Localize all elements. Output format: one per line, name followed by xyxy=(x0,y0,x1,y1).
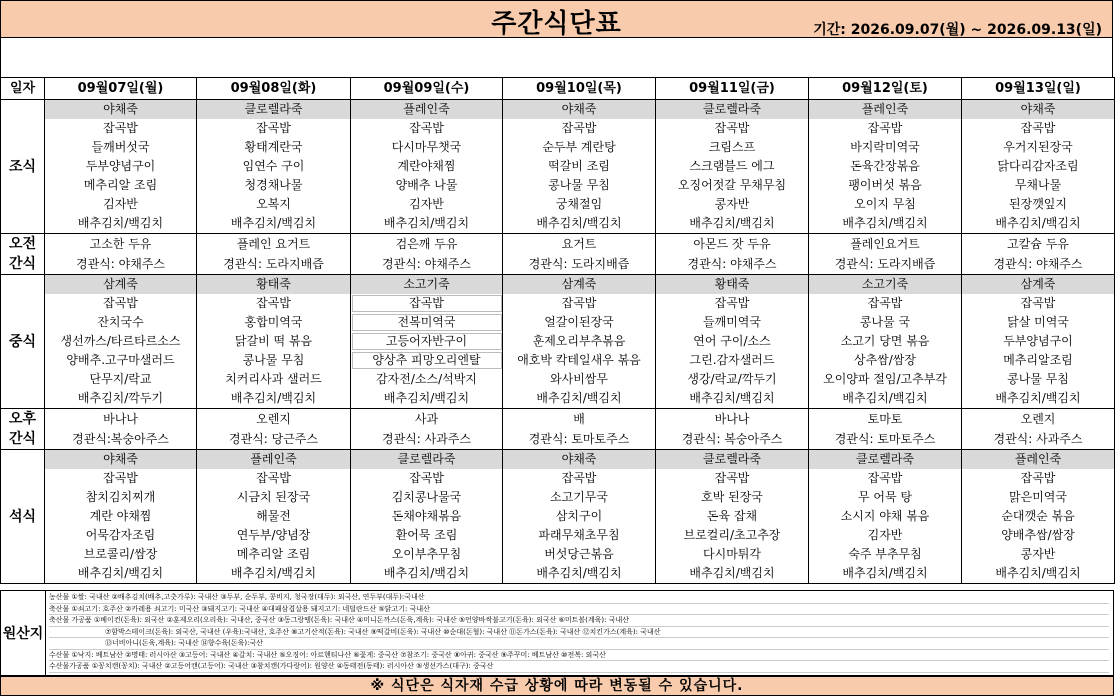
menu-cell: 오렌지 xyxy=(962,409,1115,430)
menu-cell: 잡곡밥 xyxy=(503,469,656,488)
menu-cell: 경관식: 도라지배즙 xyxy=(809,254,962,275)
menu-cell: 맑은미역국 xyxy=(962,488,1115,507)
menu-row xyxy=(1,332,1115,351)
menu-row xyxy=(1,157,1115,176)
menu-cell: 잡곡밥 xyxy=(45,469,197,488)
menu-row xyxy=(1,214,1115,234)
menu-cell: 경관식: 야채주스 xyxy=(45,254,197,275)
menu-cell: 잡곡밥 xyxy=(351,119,503,138)
meal-label: 석식 xyxy=(1,450,45,584)
menu-cell: 배추김치/백김치 xyxy=(503,389,656,409)
menu-cell: 잡곡밥 xyxy=(656,469,809,488)
menu-cell: 경관식: 도라지배즙 xyxy=(503,254,656,275)
porridge-row xyxy=(1,275,1115,295)
menu-cell: 참치김치찌개 xyxy=(45,488,197,507)
menu-cell: 와사비쌈무 xyxy=(503,370,656,389)
menu-cell: 배추김치/백김치 xyxy=(45,564,197,584)
menu-cell: 잡곡밥 xyxy=(809,294,962,313)
menu-cell: 양배추 나물 xyxy=(351,176,503,195)
menu-cell: 오복지 xyxy=(197,195,351,214)
menu-cell: 얼갈이된장국 xyxy=(503,313,656,332)
menu-cell: 배추김치/백김치 xyxy=(503,214,656,234)
menu-row xyxy=(1,409,1115,430)
porridge-cell: 야채죽 xyxy=(45,100,197,120)
menu-cell: 배추김치/백김치 xyxy=(197,389,351,409)
menu-cell: 들깨버섯국 xyxy=(45,138,197,157)
date-header-label: 일자 xyxy=(1,78,45,100)
menu-cell: 삼치구이 xyxy=(503,507,656,526)
day-header: 09월08일(화) xyxy=(197,78,351,100)
menu-cell: 잡곡밥 xyxy=(656,294,809,313)
menu-cell: 오징어젓갈 무채무침 xyxy=(656,176,809,195)
menu-cell: 메추리알 조림 xyxy=(45,176,197,195)
menu-cell: 사과 xyxy=(351,409,503,430)
menu-cell: 배추김치/백김치 xyxy=(351,214,503,234)
porridge-cell: 클로렐라죽 xyxy=(656,450,809,470)
menu-cell: 배추김치/백김치 xyxy=(197,214,351,234)
menu-cell: 플레인 요거트 xyxy=(197,234,351,255)
day-header: 09월13일(일) xyxy=(962,78,1115,100)
menu-cell: 훈제오리부추볶음 xyxy=(503,332,656,351)
menu-cell: 잡곡밥 xyxy=(503,119,656,138)
menu-cell: 잔치국수 xyxy=(45,313,197,332)
menu-cell: 소시지 야채 볶음 xyxy=(809,507,962,526)
meal-label: 조식 xyxy=(1,100,45,234)
menu-cell: 순대깻순 볶음 xyxy=(962,507,1115,526)
menu-row xyxy=(1,545,1115,564)
menu-cell: 청경채나물 xyxy=(197,176,351,195)
porridge-cell: 삼계죽 xyxy=(962,275,1115,295)
day-header: 09월11일(금) xyxy=(656,78,809,100)
menu-cell: 경관식: 야채주스 xyxy=(351,254,503,275)
origin-line: 축산물 ①쇠고기: 호주산 ②카레용 쇠고기: 미국산 ③돼지고기: 국내산 ④대패삼겹살용 돼지고기: 네덜란드산 ⑤닭고기: 국내산 xyxy=(49,604,1109,616)
menu-cell: 연두부/양념장 xyxy=(197,526,351,545)
meal-label xyxy=(1,234,45,275)
menu-cell: 배추김치/백김치 xyxy=(351,564,503,584)
menu-cell: 순두부 계란탕 xyxy=(503,138,656,157)
menu-row xyxy=(1,507,1115,526)
menu-cell: 치커리사과 샐러드 xyxy=(197,370,351,389)
menu-row xyxy=(1,195,1115,214)
origin-line: ⑦함박스테이크(돈육): 외국산, 국내산 (우육):국내산, 호주산 ⑧고기산적(돈육): 국내산 ⑨떡갈비(돈육): 국내산 ⑩순대(돈혈): 국내산 ⑪돈가스(돈육): 국내산 ⑫치킨가스(계육): 국내산 xyxy=(49,627,1109,639)
origin-section xyxy=(0,590,1114,676)
porridge-cell: 소고기죽 xyxy=(351,275,503,295)
porridge-cell: 야채죽 xyxy=(503,450,656,470)
menu-cell: 시금치 된장국 xyxy=(197,488,351,507)
menu-row xyxy=(1,351,1115,370)
meal-label-top: 오후 xyxy=(8,411,37,427)
menu-cell: 잡곡밥 xyxy=(656,119,809,138)
menu-cell: 들깨미역국 xyxy=(656,313,809,332)
day-header: 09월12일(토) xyxy=(809,78,962,100)
menu-cell: 잡곡밥 xyxy=(503,294,656,313)
menu-cell: 콩자반 xyxy=(656,195,809,214)
menu-row xyxy=(1,429,1115,450)
menu-row xyxy=(1,119,1115,138)
menu-cell: 단무지/락교 xyxy=(45,370,197,389)
menu-cell: 바지락미역국 xyxy=(809,138,962,157)
porridge-cell: 야채죽 xyxy=(503,100,656,120)
menu-cell: 잡곡밥 xyxy=(962,469,1115,488)
menu-cell: 돈채야채볶음 xyxy=(351,507,503,526)
menu-cell: 오이부추무침 xyxy=(351,545,503,564)
menu-cell: 김자반 xyxy=(351,195,503,214)
menu-cell: 플레인요거트 xyxy=(809,234,962,255)
menu-cell: 배추김치/백김치 xyxy=(45,214,197,234)
menu-cell: 배 xyxy=(503,409,656,430)
menu-cell: 요거트 xyxy=(503,234,656,255)
menu-cell: 김치콩나물국 xyxy=(351,488,503,507)
menu-cell: 경관식: 사과주스 xyxy=(962,429,1115,450)
porridge-row xyxy=(1,450,1115,470)
menu-cell: 김자반 xyxy=(809,526,962,545)
origin-line: 수산물 ①낙지: 베트남산 ②명태: 러시아산 ③고등어: 국내산 ④갈치: 국내산 ⑤오징어: 아르헨티나산 ⑥꽃게: 중국산 ⑦참조기: 중국산 ⑧아귀: 중국산 ⑨주꾸미: 베트남산 ⑩전복: 외국산 xyxy=(49,650,1109,662)
porridge-cell: 플레인죽 xyxy=(809,100,962,120)
menu-cell: 무 어묵 탕 xyxy=(809,488,962,507)
porridge-cell: 플레인죽 xyxy=(197,450,351,470)
menu-cell: 해물전 xyxy=(197,507,351,526)
menu-cell: 양배추쌈/쌈장 xyxy=(962,526,1115,545)
menu-cell: 경관식: 사과주스 xyxy=(351,429,503,450)
menu-cell: 배추김치/백김치 xyxy=(962,389,1115,409)
menu-cell: 잡곡밥 xyxy=(351,469,503,488)
blank-spacer-row xyxy=(0,38,1113,78)
menu-cell: 잡곡밥 xyxy=(351,294,503,313)
menu-cell: 배추김치/백김치 xyxy=(351,389,503,409)
menu-row xyxy=(1,469,1115,488)
menu-cell: 소고기무국 xyxy=(503,488,656,507)
menu-cell: 토마토 xyxy=(809,409,962,430)
menu-cell: 배추김치/백김치 xyxy=(809,214,962,234)
menu-cell: 잡곡밥 xyxy=(962,294,1115,313)
menu-cell: 감자전/소스/석박지 xyxy=(351,370,503,389)
menu-cell: 경관식: 토마토주스 xyxy=(809,429,962,450)
menu-row xyxy=(1,234,1115,255)
menu-period: 기간: 2026.09.07(월) ~ 2026.09.13(일) xyxy=(813,22,1102,38)
menu-cell: 배추김치/백김치 xyxy=(503,564,656,584)
menu-cell: 경관식: 야채주스 xyxy=(962,254,1115,275)
menu-cell: 무채나물 xyxy=(962,176,1115,195)
menu-cell: 고칼슘 두유 xyxy=(962,234,1115,255)
menu-cell: 소고기 당면 볶음 xyxy=(809,332,962,351)
menu-cell: 애호박 칵테일새우 볶음 xyxy=(503,351,656,370)
menu-row xyxy=(1,526,1115,545)
menu-cell: 궁채절임 xyxy=(503,195,656,214)
menu-cell: 황태계란국 xyxy=(197,138,351,157)
menu-notice: ※ 식단은 식자재 수급 상황에 따라 변동될 수 있습니다. xyxy=(0,676,1114,696)
day-header: 09월09일(수) xyxy=(351,78,503,100)
menu-cell: 경관식: 복숭아주스 xyxy=(656,429,809,450)
menu-cell: 배추김치/백김치 xyxy=(656,564,809,584)
menu-cell: 경관식: 도라지배즙 xyxy=(197,254,351,275)
menu-cell: 연어 구이/소스 xyxy=(656,332,809,351)
menu-cell: 바나나 xyxy=(656,409,809,430)
origin-line: 농산물 ①쌀: 국내산 ②배추김치(배추,고춧가루): 국내산 ③두부, 순두부, 콩비지, 청국장(대두): 외국산, 연두부(대두):국내산 xyxy=(49,592,1109,604)
menu-cell: 크림스프 xyxy=(656,138,809,157)
menu-cell: 우거지된장국 xyxy=(962,138,1115,157)
menu-cell: 콩나물 국 xyxy=(809,313,962,332)
origin-line: 축산물 가공품 ①베이컨(돈육): 외국산 ②훈제오리(오리육): 국내산, 중국산 ③동그랑땡(돈육): 국내산 ④미니돈까스(돈육,계육): 국내산 ⑤언양바싹불고기(돈육): 외국산 ⑥미트볼(계육): 국내산 xyxy=(49,615,1109,627)
menu-cell: 된장깻잎지 xyxy=(962,195,1115,214)
porridge-cell: 플레인죽 xyxy=(351,100,503,120)
porridge-cell: 소고기죽 xyxy=(809,275,962,295)
menu-cell: 임연수 구이 xyxy=(197,157,351,176)
menu-cell: 계란 야채찜 xyxy=(45,507,197,526)
menu-cell: 그린.감자샐러드 xyxy=(656,351,809,370)
menu-cell: 배추김치/백김치 xyxy=(962,564,1115,584)
menu-cell: 오이지 무침 xyxy=(809,195,962,214)
menu-cell: 잡곡밥 xyxy=(197,294,351,313)
menu-cell: 잡곡밥 xyxy=(45,119,197,138)
menu-row xyxy=(1,389,1115,409)
menu-cell: 두부양념구이 xyxy=(962,332,1115,351)
meal-label xyxy=(1,409,45,450)
porridge-cell: 삼계죽 xyxy=(45,275,197,295)
origin-line: ⑬너비아니(돈육,계육): 국내산 ⑭향수육(돈육):국산 xyxy=(49,638,1109,650)
menu-cell: 배추김치/백김치 xyxy=(656,214,809,234)
meal-label-bottom: 간식 xyxy=(8,431,37,447)
origin-label: 원산지 xyxy=(1,591,46,675)
menu-row xyxy=(1,176,1115,195)
menu-row xyxy=(1,313,1115,332)
menu-cell: 바나나 xyxy=(45,409,197,430)
menu-cell: 고소한 두유 xyxy=(45,234,197,255)
menu-cell: 배추김치/백김치 xyxy=(809,564,962,584)
menu-cell: 어묵감자조림 xyxy=(45,526,197,545)
menu-cell: 콩나물 무침 xyxy=(197,351,351,370)
menu-cell: 경관식: 당근주스 xyxy=(197,429,351,450)
meal-label: 중식 xyxy=(1,275,45,409)
menu-cell: 돈육 잡채 xyxy=(656,507,809,526)
page-title: 주간식단표 xyxy=(491,9,622,39)
menu-cell: 콩나물 무침 xyxy=(503,176,656,195)
menu-cell: 닭다리감자조림 xyxy=(962,157,1115,176)
menu-cell: 브로컬리/초고추장 xyxy=(656,526,809,545)
origin-lines xyxy=(49,592,1109,673)
porridge-cell: 야채죽 xyxy=(962,100,1115,120)
menu-cell: 배추김치/깍두기 xyxy=(45,389,197,409)
menu-cell: 버섯당근볶음 xyxy=(503,545,656,564)
menu-cell: 브로콜리/쌈장 xyxy=(45,545,197,564)
porridge-cell: 황태죽 xyxy=(656,275,809,295)
porridge-cell: 클로렐라죽 xyxy=(809,450,962,470)
menu-cell: 잡곡밥 xyxy=(45,294,197,313)
porridge-cell: 클로렐라죽 xyxy=(197,100,351,120)
menu-cell: 다시마튀각 xyxy=(656,545,809,564)
porridge-cell: 클로렐라죽 xyxy=(351,450,503,470)
menu-cell: 팽이버섯 볶음 xyxy=(809,176,962,195)
menu-cell: 배추김치/백김치 xyxy=(809,389,962,409)
menu-row xyxy=(1,294,1115,313)
porridge-cell: 황태죽 xyxy=(197,275,351,295)
menu-row xyxy=(1,564,1115,584)
menu-cell: 생선까스/타르타르소스 xyxy=(45,332,197,351)
menu-cell: 배추김치/백김치 xyxy=(656,389,809,409)
menu-cell: 잡곡밥 xyxy=(197,119,351,138)
menu-cell: 배추김치/백김치 xyxy=(962,214,1115,234)
meal-label-top: 오전 xyxy=(8,236,37,252)
menu-cell: 메추리알 조림 xyxy=(197,545,351,564)
menu-cell: 오이양파 절임/고추부각 xyxy=(809,370,962,389)
menu-cell: 메추리알조림 xyxy=(962,351,1115,370)
menu-cell: 떡갈비 조림 xyxy=(503,157,656,176)
menu-cell: 검은깨 두유 xyxy=(351,234,503,255)
menu-cell: 경관식: 토마토주스 xyxy=(503,429,656,450)
menu-cell: 잡곡밥 xyxy=(962,119,1115,138)
porridge-cell: 클로렐라죽 xyxy=(656,100,809,120)
menu-cell: 콩자반 xyxy=(962,545,1115,564)
menu-cell: 경관식: 야채주스 xyxy=(656,254,809,275)
menu-row xyxy=(1,488,1115,507)
menu-cell: 닭살 미역국 xyxy=(962,313,1115,332)
menu-cell: 김자반 xyxy=(45,195,197,214)
menu-row xyxy=(1,254,1115,275)
menu-cell: 양배추.고구마샐러드 xyxy=(45,351,197,370)
porridge-cell: 플레인죽 xyxy=(962,450,1115,470)
header-row xyxy=(1,78,1115,100)
menu-cell: 양상추 피망오리엔탈 xyxy=(351,351,503,370)
day-header: 09월07일(월) xyxy=(45,78,197,100)
menu-cell: 오렌지 xyxy=(197,409,351,430)
menu-table xyxy=(0,77,1115,584)
menu-cell: 전복미역국 xyxy=(351,313,503,332)
menu-cell: 고등어자반구이 xyxy=(351,332,503,351)
menu-cell: 환어묵 조림 xyxy=(351,526,503,545)
menu-cell: 잡곡밥 xyxy=(809,469,962,488)
menu-cell: 콩나물 무침 xyxy=(962,370,1115,389)
menu-cell: 파래무채초무침 xyxy=(503,526,656,545)
menu-cell: 계란야채찜 xyxy=(351,157,503,176)
menu-row xyxy=(1,370,1115,389)
menu-cell: 홍합미역국 xyxy=(197,313,351,332)
menu-cell: 숙주 부추무침 xyxy=(809,545,962,564)
title-bar xyxy=(0,0,1113,38)
porridge-row xyxy=(1,100,1115,120)
menu-cell: 스크램블드 에그 xyxy=(656,157,809,176)
menu-cell: 상추쌈/쌈장 xyxy=(809,351,962,370)
menu-cell: 다시마무챗국 xyxy=(351,138,503,157)
menu-cell: 경관식:복숭아주스 xyxy=(45,429,197,450)
menu-cell: 두부양념구이 xyxy=(45,157,197,176)
menu-cell: 돈육간장볶음 xyxy=(809,157,962,176)
meal-label-bottom: 간식 xyxy=(8,256,37,272)
menu-cell: 호박 된장국 xyxy=(656,488,809,507)
menu-cell: 닭갈비 떡 볶음 xyxy=(197,332,351,351)
menu-cell: 배추김치/백김치 xyxy=(197,564,351,584)
day-header: 09월10일(목) xyxy=(503,78,656,100)
porridge-cell: 야채죽 xyxy=(45,450,197,470)
menu-cell: 잡곡밥 xyxy=(197,469,351,488)
origin-line: 수산물가공품 ①꽁치캔(꽁치): 국내산 ②고등어캔(고등어): 국내산 ③참치캔(가다랑어): 원양산 ④동태전(동태): 러시아산 ⑤생선가스(대구): 중국산 xyxy=(49,661,1109,673)
menu-row xyxy=(1,138,1115,157)
menu-cell: 생강/락교/깍두기 xyxy=(656,370,809,389)
porridge-cell: 삼계죽 xyxy=(503,275,656,295)
menu-cell: 잡곡밥 xyxy=(809,119,962,138)
menu-cell: 아몬드 잣 두유 xyxy=(656,234,809,255)
